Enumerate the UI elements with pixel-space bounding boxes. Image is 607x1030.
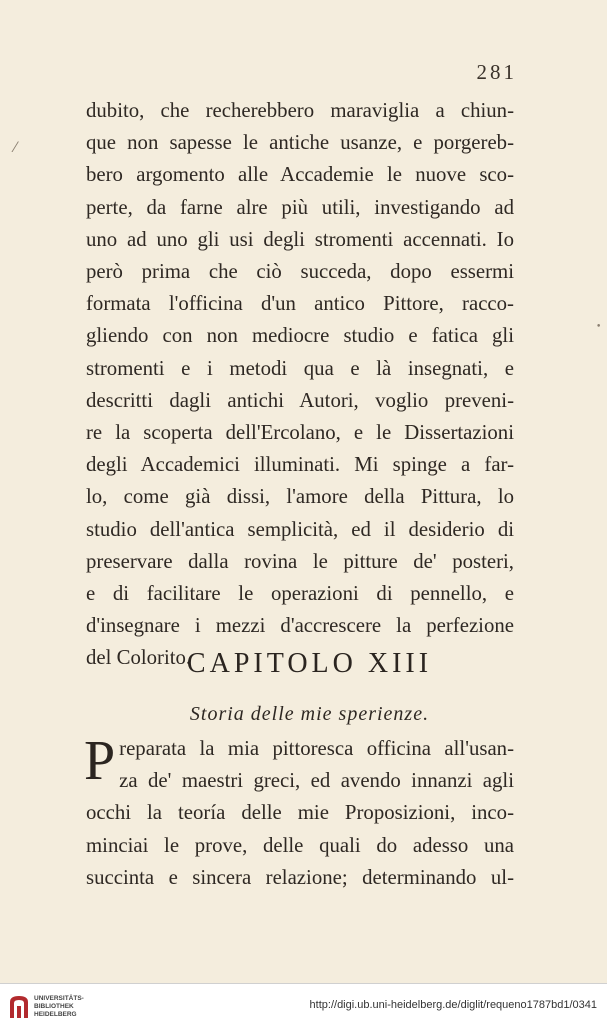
text-line: e di facilitare le operazioni di pennello, e	[86, 582, 514, 606]
text-line: d'insegnare i mezzi d'accrescere la perfezione	[86, 614, 514, 638]
text-line: occhi la teoría delle mie Proposizioni, inco-	[86, 801, 514, 825]
chapter-subtitle: Storia delle mie sperienze.	[189, 703, 430, 725]
chapter-paragraph	[84, 730, 514, 894]
source-url-link[interactable]: http://digi.ub.uni-heidelberg.de/diglit/requeno1787bd1/0341	[309, 999, 597, 1011]
text-line: minciai le prove, delle quali do adesso una	[86, 833, 514, 857]
margin-mark: •	[596, 322, 602, 332]
text-line: reparata la mia pittoresca officina all'usan-	[119, 737, 514, 760]
text-line: bero argomento alle Accademie le nuove sco-	[86, 163, 514, 187]
text-line: del Colorito.	[86, 646, 192, 670]
text-line: dubito, che recherebbero maraviglia a chiun-	[86, 99, 514, 122]
text-line: però prima che ciò succeda, dopo essermi	[86, 260, 514, 284]
text-line: re la scoperta dell'Ercolano, e le Dissertazioni	[86, 421, 514, 445]
text-line: formata l'officina d'un antico Pittore, racco-	[86, 292, 514, 316]
text-line: que non sapesse le antiche usanze, e porgereb-	[86, 131, 514, 155]
margin-mark: ⁄	[14, 140, 17, 156]
text-line: preservare dalla rovina le pitture de' posteri,	[86, 549, 514, 573]
library-name: UNIVERSITÄTS- BIBLIOTHEK HEIDELBERG	[34, 995, 84, 1018]
drop-cap: P	[84, 730, 116, 792]
text-line: za de' maestri greci, ed avendo innanzi agli	[119, 769, 514, 793]
text-line: degli Accademici illuminati. Mi spinge a far-	[86, 453, 514, 477]
chapter-title: CAPITOLO XIII	[186, 648, 433, 679]
paragraph	[86, 95, 514, 675]
page-number: 281	[476, 60, 517, 84]
text-line: stromenti e i metodi qua e là insegnati, e	[86, 356, 514, 380]
text-line: uno ad uno gli usi degli stromenti accennati. Io	[86, 227, 514, 251]
text-line: perte, da farne alre più utili, investigando ad	[86, 195, 514, 219]
text-line: succinta e sincera relazione; determinando ul-	[86, 865, 514, 889]
library-logo-icon	[8, 994, 30, 1020]
text-line: descritti dagli antichi Autori, voglio preveni-	[86, 388, 514, 412]
footer-bar	[0, 983, 607, 1030]
text-line: lo, come già dissi, l'amore della Pittura, lo	[86, 485, 514, 509]
text-line: studio dell'antica semplicità, ed il desiderio di	[86, 517, 514, 541]
text-line: gliendo con non mediocre studio e fatica gli	[86, 324, 514, 348]
